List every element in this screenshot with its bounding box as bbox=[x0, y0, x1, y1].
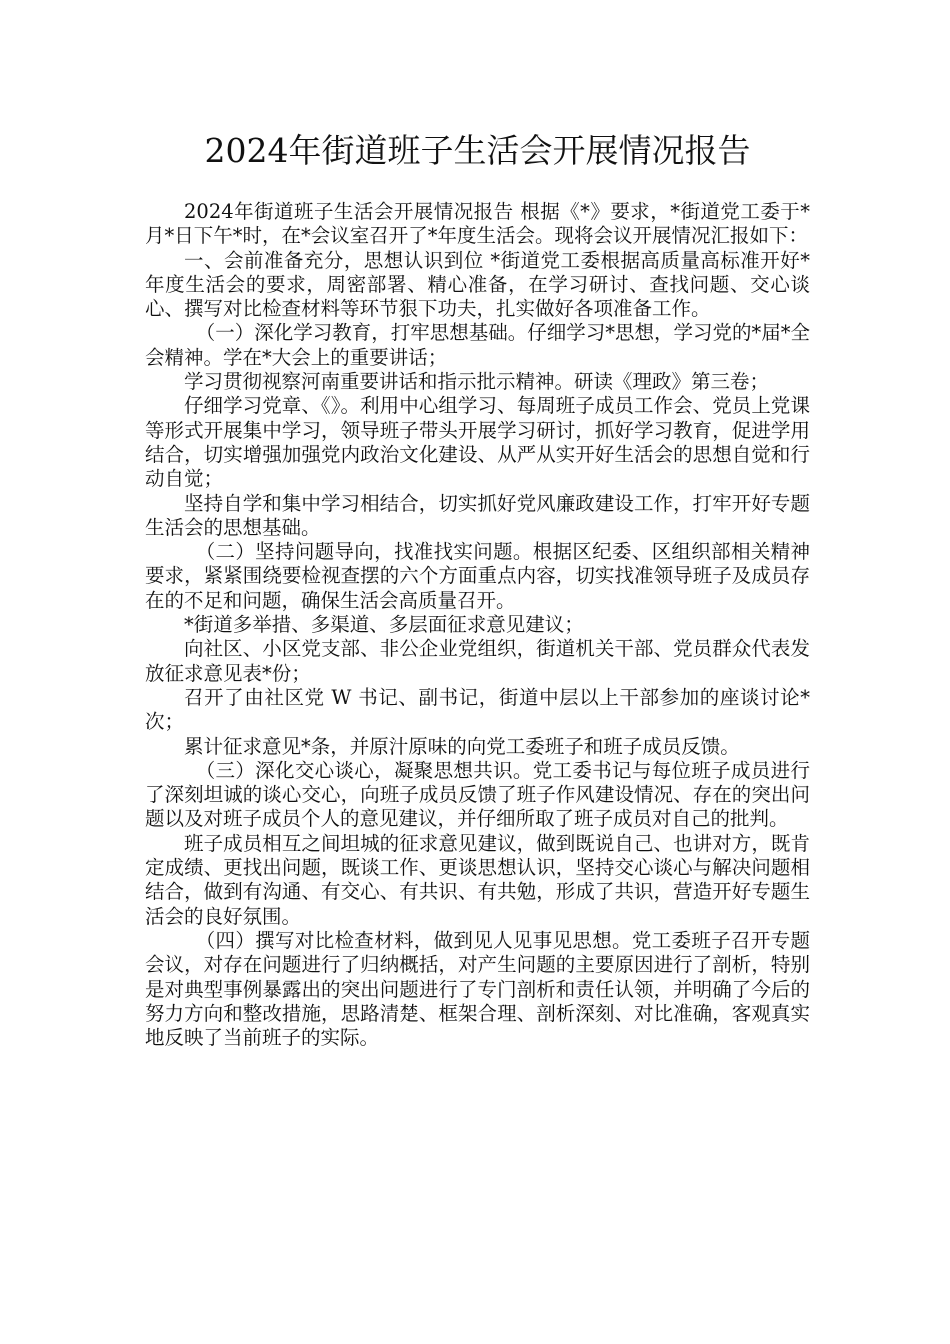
paragraph-section-one: 一、会前准备充分，思想认识到位 *街道党工委根据高质量高标准开好*年度生活会的要求，周密部署、精心准备，在学习研讨、查找问题、交心谈心、撰写对比检查材料等环节狠下功夫，扎实做好各项准备工作。 bbox=[145, 248, 810, 321]
paragraph: 坚持自学和集中学习相结合，切实抓好党风廉政建设工作，打牢开好专题生活会的思想基础。 bbox=[145, 491, 810, 539]
document-title: 2024年街道班子生活会开展情况报告 bbox=[204, 131, 751, 170]
paragraph: 累计征求意见*条，并原汁原味的向党工委班子和班子成员反馈。 bbox=[184, 734, 740, 758]
paragraph: *街道多举措、多渠道、多层面征求意见建议； bbox=[184, 613, 584, 637]
paragraph-sub-three: （三）深化交心谈心，凝聚思想共识。党工委书记与每位班子成员进行了深刻坦诚的谈心交心，向班子成员反馈了班子作风建设情况、存在的突出问题以及对班子成员个人的意见建议，并仔细所取了班子成员对自己的批判。 bbox=[145, 758, 810, 831]
paragraph-intro: 2024年街道班子生活会开展情况报告 根据《*》要求，*街道党工委于*月*日下午*时，在*会议室召开了*年度生活会。现将会议开展情况汇报如下： bbox=[145, 200, 810, 248]
document-page bbox=[145, 128, 810, 1050]
paragraph: 学习贯彻视察河南重要讲话和指示批示精神。研读《理政》第三卷； bbox=[184, 370, 770, 394]
paragraph-sub-one: （一）深化学习教育，打牢思想基础。仔细学习*思想，学习党的*届*全会精神。学在*大会上的重要讲话； bbox=[145, 321, 810, 369]
paragraph: 仔细学习党章、《》。利用中心组学习、每周班子成员工作会、党员上党课等形式开展集中学习，领导班子带头开展学习研讨，抓好学习教育，促进学用结合，切实增强加强党内政治文化建设、从严从实开好生活会的思想自觉和行动自觉； bbox=[145, 394, 810, 491]
paragraph-sub-two: （二）坚持问题导向，找准找实问题。根据区纪委、区组织部相关精神要求，紧紧围绕要检视查摆的六个方面重点内容，切实找准领导班子及成员存在的不足和问题，确保生活会高质量召开。 bbox=[145, 540, 810, 612]
paragraph-sub-four: （四）撰写对比检查材料，做到见人见事见思想。党工委班子召开专题会议，对存在问题进行了归纳概括，对产生问题的主要原因进行了剖析，特别是对典型事例暴露出的突出问题进行了专门剖析和责任认领，并明确了今后的努力方向和整改措施，思路清楚、框架合理、剖析深刻、对比准确，客观真实地反映了当前班子的实际。 bbox=[145, 928, 810, 1050]
paragraph: 召开了由社区党 W 书记、副书记，街道中层以上干部参加的座谈讨论*次； bbox=[145, 685, 810, 734]
paragraph: 向社区、小区党支部、非公企业党组织，街道机关干部、党员群众代表发放征求意见表*份； bbox=[145, 637, 810, 685]
paragraph: 班子成员相互之间坦城的征求意见建议，做到既说自己、也讲对方，既肯定成绩、更找出问题，既谈工作、更谈思想认识，坚持交心谈心与解决问题相结合，做到有沟通、有交心、有共识、有共勉，形成了共识，营造开好专题生活会的良好氛围。 bbox=[145, 831, 810, 928]
